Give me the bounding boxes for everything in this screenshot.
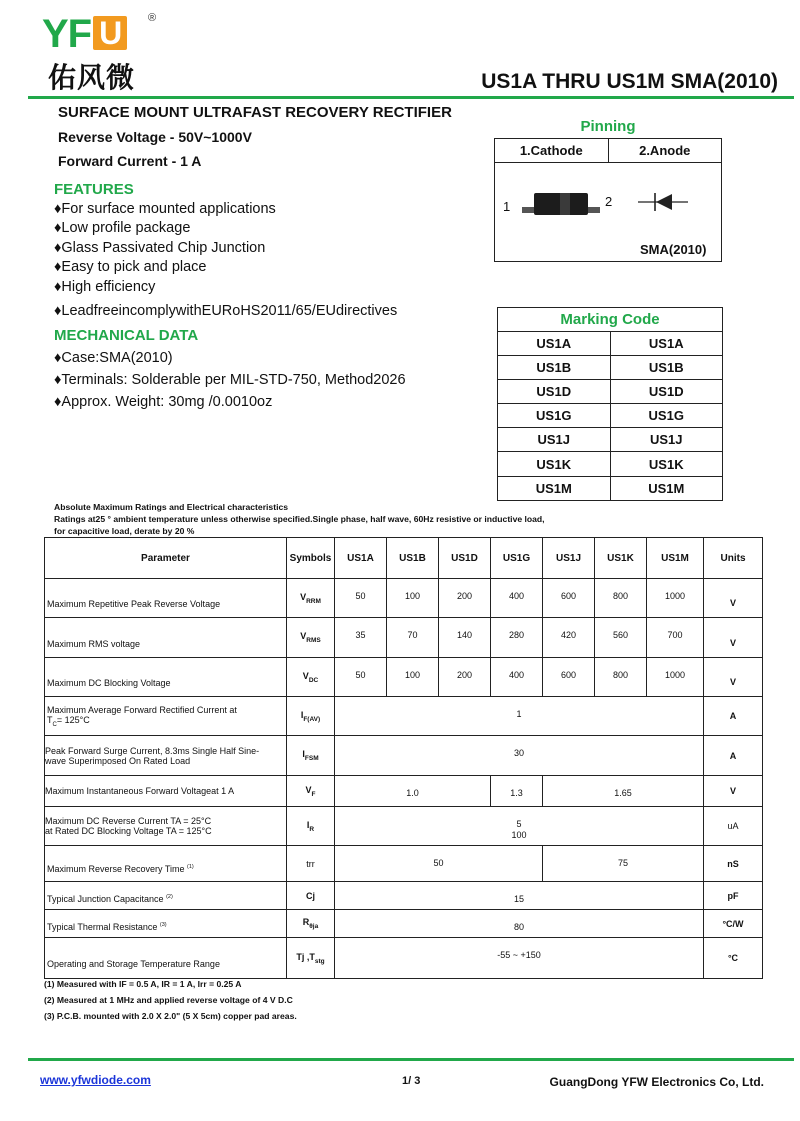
ratings-note-line: Ratings at25 ° ambient temperature unless otherwise specified.Single phase, half wave, 60Hz resistive or inductive load, [54, 514, 545, 524]
feature-item: ♦High efficiency [54, 278, 156, 295]
param-cell: Maximum DC Blocking Voltage [45, 658, 287, 697]
symbol-cell: $V_{RMS}$ [287, 618, 335, 658]
unit-cell: pF [704, 882, 763, 910]
header-parameter: Parameter [45, 538, 287, 579]
feature-item: ♦For surface mounted applications [54, 201, 276, 217]
param-cell: Operating and Storage Temperature Range [45, 938, 287, 979]
logo-letter-u: U [93, 16, 127, 50]
footnote: (3) P.C.B. mounted with 2.0 X 2.0" (5 X 5cm) copper pad areas. [44, 1011, 297, 1021]
table-row [45, 579, 763, 618]
unit-cell: V [704, 618, 763, 658]
brand-logo [42, 14, 127, 54]
marking-row: US1M US1M [498, 476, 723, 500]
value-cell: 560 [595, 618, 647, 658]
mechanical-heading: MECHANICAL DATA [54, 327, 199, 344]
features-heading: FEATURES [54, 181, 134, 198]
unit-cell: °C [704, 938, 763, 979]
header-device: US1A [335, 538, 387, 579]
mechanical-item: ♦Terminals: Solderable per MIL-STD-750, Method2026 [54, 372, 406, 388]
marking-row: US1K US1K [498, 452, 723, 476]
value-cell: 1000 [647, 579, 704, 618]
unit-cell: A [704, 736, 763, 776]
param-cell: Maximum Average Forward Rectified Current at $T_C= 125^\circ C$ [45, 697, 287, 736]
forward-current-spec: Forward Current - 1 A [58, 153, 202, 169]
marking-heading: Marking Code [498, 308, 723, 332]
symbol-cell: $I_{FSM}$ [287, 736, 335, 776]
pin-number-2: 2 [605, 194, 613, 209]
value-cell: 200 [439, 579, 491, 618]
value-cell: 80 [335, 910, 704, 938]
marking-row: US1D US1D [498, 380, 723, 404]
param-cell: Typical Junction Capacitance $^{(2)}$ [45, 882, 287, 910]
symbol-cell: $V_{RRM}$ [287, 579, 335, 618]
value-cell: 50 [335, 579, 387, 618]
value-cell: 800 [595, 658, 647, 697]
value-cell: 200 [439, 658, 491, 697]
unit-cell: °C/W [704, 910, 763, 938]
package-label: SMA(2010) [640, 242, 707, 257]
mechanical-item: ♦Approx. Weight: 30mg /0.0010oz [54, 394, 273, 410]
symbol-cell: Cj [287, 882, 335, 910]
header-device: US1K [595, 538, 647, 579]
header-device: US1J [543, 538, 595, 579]
value-cell: 1000 [647, 658, 704, 697]
unit-cell: uA [704, 807, 763, 846]
header-symbols: Symbols [287, 538, 335, 579]
value-cell: 35 [335, 618, 387, 658]
features-list [54, 200, 397, 321]
symbol-cell: $V_{DC}$ [287, 658, 335, 697]
unit-cell: nS [704, 846, 763, 882]
registered-mark: ® [148, 12, 157, 24]
footnote: (1) Measured with IF = 0.5 A, IR = 1 A, Irr = 0.25 A [44, 979, 242, 989]
table-row [45, 846, 763, 882]
param-cell: Typical Thermal Resistance $^{(3)}$ [45, 910, 287, 938]
pin-anode-label: 2.Anode [639, 143, 691, 158]
ratings-notes [54, 501, 545, 537]
header-device: US1D [439, 538, 491, 579]
symbol-cell: $I_R$ [287, 807, 335, 846]
value-cell: 30 [335, 736, 704, 776]
feature-item: ♦Easy to pick and place [54, 259, 207, 276]
page-title: US1A THRU US1M SMA(2010) [481, 70, 778, 93]
page-number: 1/ 3 [402, 1075, 421, 1087]
value-cell: 50 [335, 846, 543, 882]
unit-cell: V [704, 658, 763, 697]
param-cell: Maximum Reverse Recovery Time $^{(1)}$ [45, 846, 287, 882]
ratings-note-line: for capacitive load, derate by 20 % [54, 526, 195, 536]
symbol-cell: $R_{\theta ja}$ [287, 910, 335, 938]
value-cell: 400 [491, 658, 543, 697]
value-cell: 600 [543, 658, 595, 697]
header-divider [28, 96, 794, 99]
pin-number-1: 1 [503, 199, 511, 214]
value-cell: 400 [491, 579, 543, 618]
table-row [45, 807, 763, 846]
value-cell: 1.65 [543, 776, 704, 807]
value-cell: 5 100 [335, 807, 704, 846]
pin-cathode-label: 1.Cathode [495, 139, 609, 162]
footnote: (2) Measured at 1 MHz and applied reverse voltage of 4 V D.C [44, 995, 293, 1005]
param-cell: Maximum Repetitive Peak Reverse Voltage [45, 579, 287, 618]
value-cell: 1 [335, 697, 704, 736]
marking-row: US1J US1J [498, 428, 723, 452]
value-cell: 100 [387, 579, 439, 618]
logo-chinese-name: 佑风微 [48, 61, 136, 94]
company-name: GuangDong YFW Electronics Co, Ltd. [549, 1075, 764, 1089]
sma-package-icon [522, 187, 602, 221]
value-cell: 1.3 [491, 776, 543, 807]
table-header-row [45, 538, 763, 579]
table-row [45, 776, 763, 807]
symbol-cell: Tj $,T_{stg}$ [287, 938, 335, 979]
table-row [45, 697, 763, 736]
mechanical-list [54, 347, 406, 413]
table-row [45, 882, 763, 910]
header-units: Units [704, 538, 763, 579]
value-cell: 70 [387, 618, 439, 658]
marking-row: US1G US1G [498, 404, 723, 428]
symbol-cell: $I_{F(AV)}$ [287, 697, 335, 736]
value-cell: 420 [543, 618, 595, 658]
value-cell: 50 [335, 658, 387, 697]
feature-item: ♦Low profile package [54, 220, 191, 237]
table-row [45, 938, 763, 979]
table-row [45, 618, 763, 658]
diode-symbol-icon [638, 190, 688, 214]
value-cell: 75 [543, 846, 704, 882]
marking-code-table [497, 307, 723, 501]
feature-item: ♦Glass Passivated Chip Junction [54, 239, 266, 256]
value-cell: 140 [439, 618, 491, 658]
value-cell: 15 [335, 882, 704, 910]
table-row [45, 658, 763, 697]
mechanical-item: ♦Case:SMA(2010) [54, 350, 173, 366]
footnotes [44, 976, 297, 1024]
ratings-note-line: Absolute Maximum Ratings and Electrical characteristics [54, 502, 289, 512]
marking-row: US1A US1A [498, 332, 723, 356]
value-cell: 700 [647, 618, 704, 658]
value-cell: 100 [387, 658, 439, 697]
value-cell: 800 [595, 579, 647, 618]
table-row [45, 910, 763, 938]
value-cell: 280 [491, 618, 543, 658]
value-cell: 600 [543, 579, 595, 618]
logo-letters-yf: YF [42, 12, 92, 56]
pinning-heading: Pinning [580, 118, 636, 135]
symbol-cell: $V_F$ [287, 776, 335, 807]
feature-item: ♦LeadfreeincomplywithEURoHS2011/65/EUdirectives [54, 303, 398, 320]
product-description: SURFACE MOUNT ULTRAFAST RECOVERY RECTIFIER [58, 104, 452, 121]
characteristics-table [44, 537, 763, 979]
value-cell: -55 ~ +150 [335, 938, 704, 979]
symbol-cell: trr [287, 846, 335, 882]
param-cell: Maximum Instantaneous Forward Voltageat 1 A [45, 776, 287, 807]
unit-cell: A [704, 697, 763, 736]
param-cell: Maximum RMS voltage [45, 618, 287, 658]
footer-divider [28, 1058, 794, 1061]
header-device: US1M [647, 538, 704, 579]
unit-cell: V [704, 776, 763, 807]
param-cell: Maximum DC Reverse Current TA = 25°C at Rated DC Blocking Voltage TA = 125°C [45, 807, 287, 846]
marking-row: US1B US1B [498, 356, 723, 380]
value-cell: 1.0 [335, 776, 491, 807]
unit-cell: V [704, 579, 763, 618]
param-cell: Peak Forward Surge Current, 8.3ms Single Half Sine- wave Superimposed On Rated Load [45, 736, 287, 776]
table-row [45, 736, 763, 776]
website-link[interactable]: www.yfwdiode.com [40, 1073, 151, 1087]
header-device: US1G [491, 538, 543, 579]
header-device: US1B [387, 538, 439, 579]
reverse-voltage-spec: Reverse Voltage - 50V~1000V [58, 129, 252, 145]
